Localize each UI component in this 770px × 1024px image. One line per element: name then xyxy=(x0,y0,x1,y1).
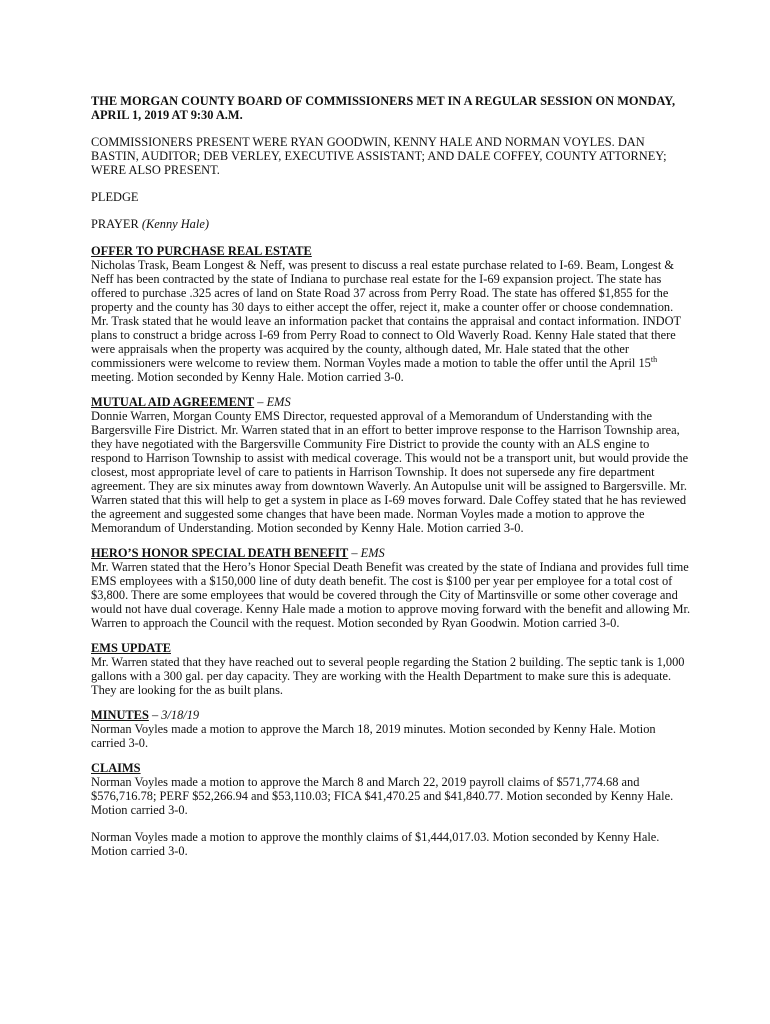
attendance-paragraph: COMMISSIONERS PRESENT WERE RYAN GOODWIN, KENNY HALE AND NORMAN VOYLES. DAN BASTIN, AUDITOR; DEB VERLEY, EXECUTIVE ASSISTANT; AND DALE COFFEY, COUNTY ATTORNEY; WERE ALSO PRESENT. xyxy=(91,135,667,177)
minutes-subheading: – 3/18/19 xyxy=(148,708,200,722)
mutual-aid-subheading: – EMS xyxy=(254,395,291,409)
section-minutes xyxy=(91,708,691,750)
minutes-body: Norman Voyles made a motion to approve the March 18, 2019 minutes. Motion seconded by Kenny Hale. Motion carried 3-0. xyxy=(91,722,656,750)
claims-heading: CLAIMS xyxy=(91,761,141,775)
mutual-aid-heading: MUTUAL AID AGREEMENT xyxy=(91,395,255,409)
minutes-heading: MINUTES xyxy=(91,708,149,722)
section-heading xyxy=(91,546,691,560)
mutual-aid-body: Donnie Warren, Morgan County EMS Director, requested approval of a Memorandum of Understanding with the Bargersville Fire District. Mr. Warren stated that in an effort to better improve response to the Harrison Township area, they have negotiated with the Bargersville Community Fire District to provide the county with an ALS engine to respond to Harrison Township to assist with medical coverage. This would not be a transport unit, but would provide the closest, most appropriate level of care to patients in Harrison Township. It does not supersede any fire department agreement. They are six minutes away from downtown Waverly. An Autopulse unit will be assigned to Bargersville. Mr. Warren stated that this will help to get a system in place as I-69 moves forward. Dale Coffey stated that he has reviewed the agreement and suggested some changes that have been made. Norman Voyles made a motion to approve the Memorandum of Understanding. Motion seconded by Kenny Hale. Motion carried 3-0. xyxy=(91,409,689,535)
heros-subheading: – EMS xyxy=(348,546,385,560)
offer-body-superscript: th xyxy=(650,354,658,364)
section-heros-honor xyxy=(91,546,691,630)
section-offer-to-purchase xyxy=(91,244,691,384)
section-heading xyxy=(91,395,691,409)
pledge-line: PLEDGE xyxy=(91,190,139,204)
offer-body xyxy=(91,258,691,384)
offer-body-a: Nicholas Trask, Beam Longest & Neff, was present to discuss a real estate purchase related to I-69. Beam, Longest & Neff has been contracted by the state of Indiana to purchase real estate for the I-69 expansion project. The state has offered to purchase .325 acres of land on State Road 37 across from Perry Road. The state has offered $1,855 for the property and the county has 30 days to either accept the offer, reject it, make a counter offer or choose condemnation. Mr. Trask stated that he would leave an information packet that contains the appraisal and contact information. INDOT plans to construct a bridge across I-69 from Perry Road to connect to Old Waverly Road. Kenny Hale stated that there were appraisals when the property was acquired by the county, although dated, Mr. Hale stated that the other commissioners were welcome to review them. Norman Voyles made a motion to table the offer until the April 15 xyxy=(91,258,681,370)
ems-update-body: Mr. Warren stated that they have reached out to several people regarding the Station 2 building. The septic tank is 1,000 gallons with a 300 gal. per day capacity. They are working with the Health Department to make sure this is adequate. They are looking for the as built plans. xyxy=(91,655,685,697)
meeting-title: THE MORGAN COUNTY BOARD OF COMMISSIONERS MET IN A REGULAR SESSION ON MONDAY, APRIL 1, 2019 AT 9:30 A.M. xyxy=(91,94,676,122)
claims-body-payroll: Norman Voyles made a motion to approve the March 8 and March 22, 2019 payroll claims of $571,774.68 and $576,716.78; PERF $52,266.94 and $53,110.03; FICA $41,470.25 and $41,840.77. Motion seconded by Kenny Hale. Motion carried 3-0. xyxy=(91,775,674,817)
prayer-by: (Kenny Hale) xyxy=(141,217,209,231)
section-claims xyxy=(91,761,691,858)
section-heading xyxy=(91,244,691,258)
heros-heading: HERO’S HONOR SPECIAL DEATH BENEFIT xyxy=(91,546,349,560)
claims-body-monthly: Norman Voyles made a motion to approve the monthly claims of $1,444,017.03. Motion seconded by Kenny Hale. Motion carried 3-0. xyxy=(91,830,660,858)
document-page xyxy=(91,94,691,869)
offer-heading: OFFER TO PURCHASE REAL ESTATE xyxy=(91,244,312,258)
prayer-line xyxy=(91,217,691,231)
prayer-label: PRAYER xyxy=(91,217,142,231)
ems-update-heading: EMS UPDATE xyxy=(91,641,171,655)
heros-body: Mr. Warren stated that the Hero’s Honor Special Death Benefit was created by the state of Indiana and provides full time EMS employees with a $150,000 line of duty death benefit. The cost is $100 per year per employee for a total cost of $3,800. There are some employees that would be covered through the City of Martinsville or some other coverage and would not have dual coverage. Kenny Hale made a motion to approve moving forward with the benefit and allowing Mr. Warren to approach the Council with the request. Motion seconded by Ryan Goodwin. Motion carried 3-0. xyxy=(91,560,691,630)
section-heading xyxy=(91,708,691,722)
section-ems-update xyxy=(91,641,691,697)
section-heading xyxy=(91,761,691,775)
offer-body-b: meeting. Motion seconded by Kenny Hale. Motion carried 3-0. xyxy=(91,370,404,384)
section-heading xyxy=(91,641,691,655)
section-mutual-aid xyxy=(91,395,691,535)
